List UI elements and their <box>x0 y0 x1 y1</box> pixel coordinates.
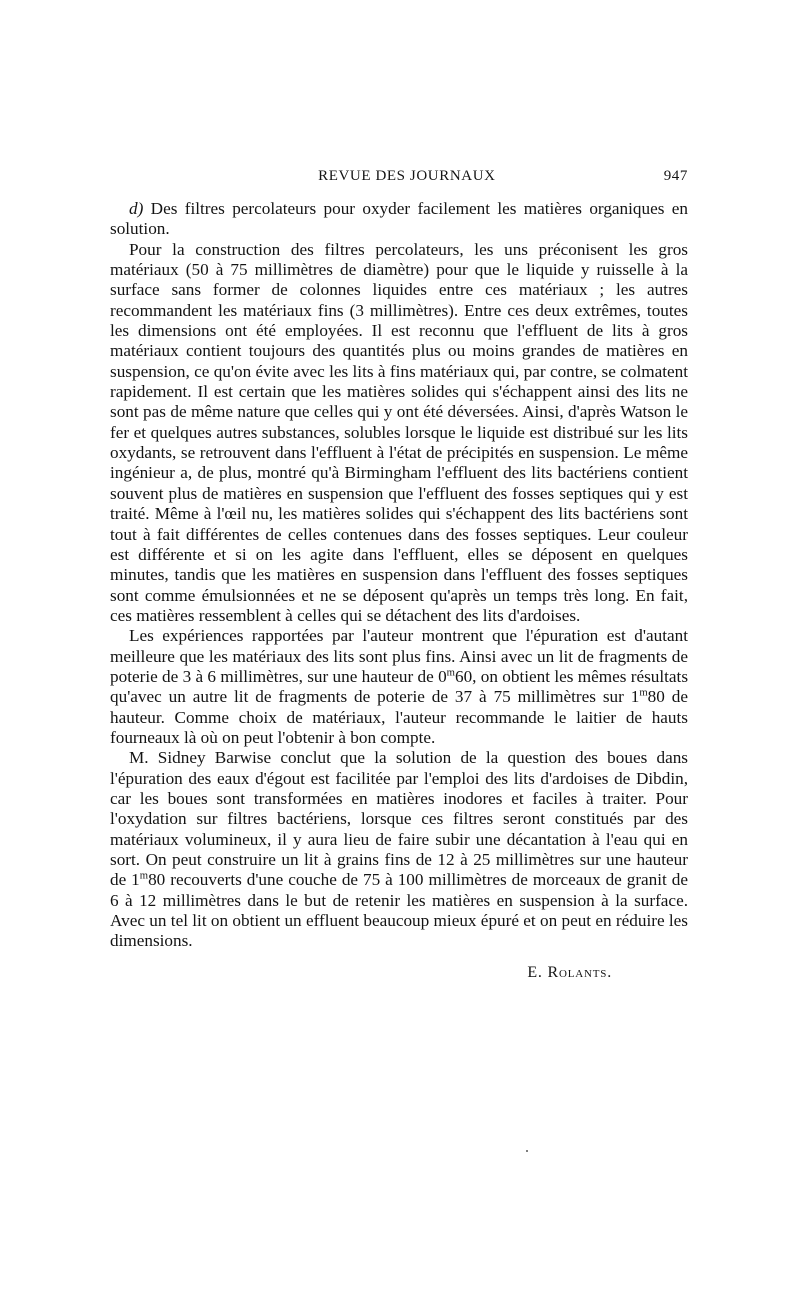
paragraph-barwise-conclusion <box>110 748 688 951</box>
paragraph-text: 60, on obtient les mêmes résultats qu'avec un autre lit de fragments de poterie de 37 à 75 millimètres sur 1 <box>110 666 689 707</box>
unit-superscript: m <box>446 667 455 679</box>
paragraph-text: M. Sidney Barwise conclut que la solution de la question des boues dans l'épuration des eaux d'égout est facilitée par l'emploi des lits d'ardoises de Dibdin, car les boues sont transformées en matières inodores et faciles à traiter. Pour l'oxydation sur filtres bactériens, lorsque ces filtres seront constitués par des matériaux volumineux, il y aura lieu de faire subir une décantation à l'eau qui en sort. On peut construire un lit à grains fins de 12 à 25 millimètres sur une hauteur de 1 <box>110 748 688 890</box>
print-speck <box>526 1150 528 1152</box>
paragraph-text: Les expériences rapportées par l'auteur montrent que l'épuration est d'autant meilleure que les matériaux des lits sont plus fins. Ainsi avec un lit de fragments de poterie de 3 à 6 millimètres, sur une hauteur de 0 <box>110 626 688 686</box>
paragraph-text: 80 recouverts d'une couche de 75 à 100 millimètres de morceaux de granit de 6 à 12 millimètres dans le but de retenir les matières en suspension à la surface. Avec un tel lit on obtient un effluent beaucoup mieux épuré et on peut en réduire les dimensions. <box>110 870 688 951</box>
journal-page <box>110 168 688 982</box>
page-number: 947 <box>663 168 688 184</box>
article-body <box>110 199 688 952</box>
list-marker: d) <box>129 199 144 218</box>
paragraph-text: 80 de hauteur. Comme choix de matériaux, l'auteur recommande le laitier de hauts fourneaux là où on peut l'obtenir à bon compte. <box>110 687 688 747</box>
paragraph-experiences <box>110 626 688 748</box>
author-surname: Rolants. <box>547 963 612 981</box>
unit-superscript: m <box>639 687 648 699</box>
running-title: REVUE DES JOURNAUX <box>318 168 496 184</box>
paragraph-filtres-percolateurs-intro <box>110 199 688 240</box>
page-header <box>110 168 688 185</box>
paragraph-text: Des filtres percolateurs pour oxyder facilement les matières organiques en solution. <box>110 199 688 239</box>
unit-superscript: m <box>139 870 149 882</box>
paragraph-construction-filtres: Pour la construction des filtres percolateurs, les uns préconisent les gros matériaux (50 à 75 millimètres de diamètre) pour que le liquide y ruisselle à la surface sans former de colonnes liquides entre ces matériaux ; les autres recommandent les matériaux fins (3 millimètres). Entre ces deux extrêmes, toutes les dimensions ont été employées. Il est reconnu que l'effluent de lits à gros matériaux contient toujours des quantités plus ou moins grandes de matières en suspension, ce qu'on évite avec les lits à fins matériaux qui, par contre, se colmatent rapidement. Il est certain que les matières solides qui s'échappent ainsi des lits ne sont pas de même nature que celles qui y ont été déversées. Ainsi, d'après Watson le fer et quelques autres substances, solubles lorsque le liquide est distribué sur les lits oxydants, se retrouvent dans l'effluent à l'état de précipités en suspension. Le même ingénieur a, de plus, montré qu'à Birmingham l'effluent des lits bactériens contient souvent plus de matières en suspension que l'effluent des fosses septiques qui y est traité. Même à l'œil nu, les matières solides qui s'échappent des lits bactériens sont tout à fait différentes de celles contenues dans des fosses septiques. Leur couleur est différente et si on les agite dans l'effluent, elles se déposent en quelques minutes, tandis que les matières en suspension dans l'effluent des fosses septiques sont comme émulsionnées et ne se déposent qu'après un temps très long. En fait, ces matières ressemblent à celles qui se détachent des lits d'ardoises. <box>110 239 688 625</box>
author-initial: E. <box>527 963 548 981</box>
author-signature <box>110 964 688 982</box>
